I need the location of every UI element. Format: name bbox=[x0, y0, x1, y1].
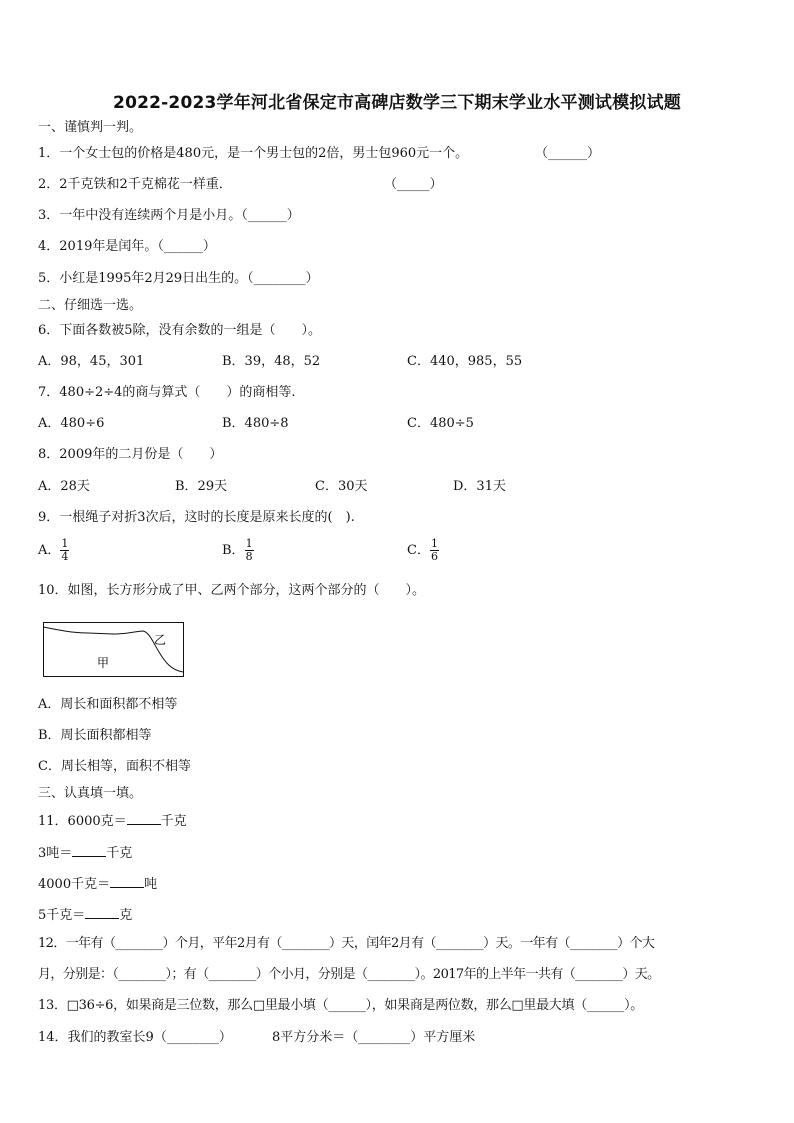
rectangle-figure bbox=[43, 622, 184, 677]
fraction bbox=[430, 538, 439, 563]
question-11-line-4-unit: 克 bbox=[119, 908, 133, 923]
question-7-option-c: C．480÷5 bbox=[407, 416, 474, 431]
question-9-option-c bbox=[407, 538, 439, 563]
question-1 bbox=[38, 145, 601, 163]
question-6-option-c: C．440，985，55 bbox=[407, 354, 523, 369]
option-letter: C． bbox=[407, 543, 430, 558]
label-yi: 乙 bbox=[154, 633, 167, 647]
question-13: 13．□36÷6，如果商是三位数，那么□里最小填（______），如果商是两位数，那么□里最大填（______）。 bbox=[38, 998, 643, 1013]
question-10-option-a: A．周长和面积都不相等 bbox=[38, 697, 178, 712]
question-3: 3．一年中没有连续两个月是小月。（______） bbox=[38, 208, 300, 223]
answer-blank bbox=[110, 873, 144, 888]
answer-blank bbox=[127, 810, 161, 825]
question-7: 7．480÷2÷4的商与算式（ ）的商相等. bbox=[38, 385, 296, 400]
question-11-line-3-unit: 吨 bbox=[144, 877, 158, 892]
question-2-text: 2．2千克铁和2千克棉花一样重． bbox=[38, 177, 232, 192]
fraction-numerator: 1 bbox=[245, 537, 253, 550]
question-11-line-4-pre: 5千克＝ bbox=[38, 908, 86, 923]
question-11-line-3-pre: 4000千克＝ bbox=[38, 877, 111, 892]
question-10: 10．如图，长方形分成了甲、乙两个部分，这两个部分的（ ）。 bbox=[38, 583, 426, 598]
fraction-numerator: 1 bbox=[61, 537, 69, 550]
answer-blank bbox=[85, 904, 119, 919]
question-7-option-b: B．480÷8 bbox=[222, 416, 289, 431]
question-6: 6．下面各数被5除，没有余数的一组是（ ）。 bbox=[38, 323, 322, 338]
question-11-line-3 bbox=[38, 873, 157, 894]
option-letter: B． bbox=[222, 543, 245, 558]
question-9-option-a bbox=[38, 538, 69, 563]
question-2 bbox=[38, 176, 443, 194]
question-12-line-1: 12．一年有（________）个月，平年2月有（________）天，闰年2月有（________）天。一年有（________）个大 bbox=[38, 936, 655, 951]
question-12-line-2: 月，分别是：（________）；有（________）个小月，分别是（________）。2017年的上半年一共有（________）天。 bbox=[38, 967, 660, 982]
question-10-option-c: C．周长相等，面积不相等 bbox=[38, 759, 191, 774]
question-1-text: 1．一个女士包的价格是480元，是一个男士包的2倍，男士包960元一个。 bbox=[38, 146, 469, 161]
question-4: 4．2019年是闰年。（______） bbox=[38, 239, 216, 254]
section-heading-judge: 一、谨慎判一判。 bbox=[38, 120, 143, 135]
question-11-line-2-unit: 千克 bbox=[106, 846, 133, 861]
section-heading-fill: 三、认真填一填。 bbox=[38, 786, 143, 801]
fraction-numerator: 1 bbox=[430, 537, 438, 550]
fraction-denominator: 8 bbox=[245, 550, 253, 563]
question-8: 8．2009年的二月份是（ ） bbox=[38, 447, 223, 462]
question-10-option-b: B．周长面积都相等 bbox=[38, 728, 152, 743]
question-2-answer-paren: （_____） bbox=[384, 177, 443, 192]
question-14-part-1: 14．我们的教室长9（________） bbox=[38, 1030, 232, 1045]
section-heading-choose: 二、仔细选一选。 bbox=[38, 298, 143, 313]
question-6-option-b: B．39，48，52 bbox=[222, 354, 321, 369]
question-8-option-d: D．31天 bbox=[453, 479, 506, 494]
question-14-part-2: 8平方分米＝（________）平方厘米 bbox=[272, 1030, 476, 1045]
question-5: 5．小红是1995年2月29日出生的。（________） bbox=[38, 271, 319, 286]
question-1-answer-paren: （______） bbox=[535, 146, 601, 161]
answer-blank bbox=[72, 842, 106, 857]
fraction bbox=[60, 538, 69, 563]
question-8-option-a: A．28天 bbox=[38, 479, 90, 494]
question-11-line-1-pre: 11．6000克＝ bbox=[38, 814, 127, 829]
fraction-denominator: 6 bbox=[430, 550, 438, 563]
option-letter: A． bbox=[38, 543, 61, 558]
question-8-option-b: B．29天 bbox=[175, 479, 228, 494]
question-11-line-1-unit: 千克 bbox=[160, 814, 187, 829]
question-9-option-b bbox=[222, 538, 254, 563]
label-jia: 甲 bbox=[97, 656, 110, 670]
question-6-option-a: A．98，45，301 bbox=[38, 354, 145, 369]
fraction-denominator: 4 bbox=[61, 550, 69, 563]
question-11-line-2 bbox=[38, 842, 132, 863]
fraction bbox=[245, 538, 254, 563]
question-11-line-2-pre: 3吨＝ bbox=[38, 846, 73, 861]
question-9: 9．一根绳子对折3次后，这时的长度是原来长度的( ). bbox=[38, 510, 355, 525]
question-8-option-c: C．30天 bbox=[315, 479, 368, 494]
page-title: 2022-2023学年河北省保定市高碑店数学三下期末学业水平测试模拟试题 bbox=[113, 93, 681, 113]
question-11-line-1 bbox=[38, 810, 187, 831]
question-7-option-a: A．480÷6 bbox=[38, 416, 105, 431]
question-11-line-4 bbox=[38, 904, 132, 925]
question-14 bbox=[38, 1029, 476, 1047]
